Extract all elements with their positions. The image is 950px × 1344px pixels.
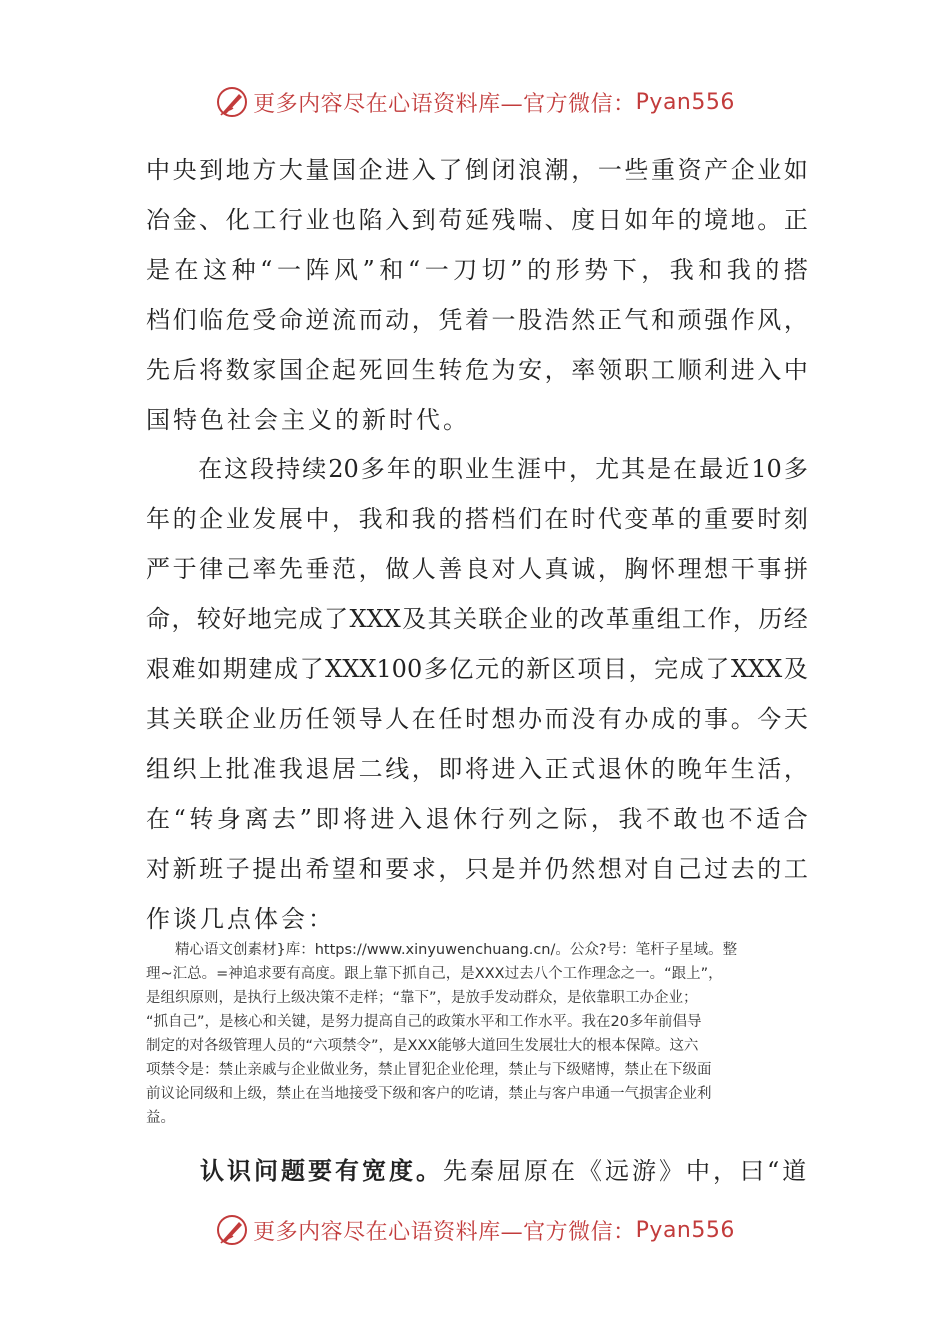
paragraph-2 <box>146 444 808 944</box>
watermark-text: 更多内容尽在心语资料库—官方微信： <box>253 1219 636 1245</box>
text-line: 艰 难 如 期 建 成 了 XXX100 多 亿 元 的 新 区 项 目 ， 完 成 了 XXX 及 <box>146 655 808 683</box>
note-line: 理~汇总。=神追求要有高度。跟上靠下抓自己，是XXX过去八个工作理念之一。“跟上”， <box>146 966 723 982</box>
text-line: 档 们 临 危 受 命 逆 流 而 动 ， 凭 着 一 股 浩 然 正 气 和 顽 强 作 风 ， <box>146 306 808 334</box>
text-line <box>146 1146 808 1196</box>
note-line: 精心语文创素材}库：https://www.xinyuwenchuang.cn/。公众?号：笔杆子星域。整 <box>146 942 738 958</box>
note-line: 益。 <box>146 1110 175 1126</box>
text-line: 年 的 企 业 发 展 中 ， 我 和 我 的 搭 档 们 在 时 代 变 革 的 重 要 时 刻 <box>146 505 808 533</box>
note-line: 前议论同级和上级，禁止在当地接受下级和客户的吃请，禁止与客户串通一气损害企业利 <box>146 1086 712 1102</box>
note-paragraph <box>146 938 808 1130</box>
note-line: 项禁令是：禁止亲戚与企业做业务，禁止冒犯企业伦理，禁止与下级赌博，禁止在下级面 <box>146 1062 712 1078</box>
watermark-id: Pyan556 <box>635 89 735 115</box>
text-line: 组 织 上 批 准 我 退 居 二 线 ， 即 将 进 入 正 式 退 休 的 晚 年 生 活 ， <box>146 755 808 783</box>
watermark-text: 更多内容尽在心语资料库—官方微信： <box>253 91 636 117</box>
pen-logo-icon <box>215 85 249 119</box>
note-line: “抓自己”，是核心和关键，是努力提高自己的政策水平和工作水平。我在20多年前倡导 <box>146 1014 702 1030</box>
footer-watermark <box>0 1210 950 1250</box>
text-line: 命 ， 较 好 地 完 成 了 XXX 及 其 关 联 企 业 的 改 革 重 组 工 作 ， 历 经 <box>146 605 808 633</box>
paragraph-1 <box>146 145 808 445</box>
text-line: 先 后 将 数 家 国 企 起 死 回 生 转 危 为 安 ， 率 领 职 工 顺 利 进 入 中 <box>146 356 808 384</box>
header-watermark <box>0 82 950 122</box>
paragraph-3 <box>146 1146 808 1196</box>
text-line: 在 这 段 持 续 20 多 年 的 职 业 生 涯 中 ， 尤 其 是 在 最 近 10 多 <box>198 455 808 483</box>
pen-logo-icon <box>215 1213 249 1247</box>
text-line: 严 于 律 己 率 先 垂 范 ， 做 人 善 良 对 人 真 诚 ， 胸 怀 理 想 干 事 拼 <box>146 555 808 583</box>
paragraph-text: 先秦屈原在《远游》中，曰“道 <box>443 1157 810 1185</box>
text-line: 冶 金 、 化 工 行 业 也 陷 入 到 苟 延 残 喘 、 度 日 如 年 的 境 地 。 正 <box>146 206 808 234</box>
text-line: 国特色社会主义的新时代。 <box>146 406 470 434</box>
watermark-id: Pyan556 <box>635 1217 735 1243</box>
text-line: 作谈几点体会： <box>146 905 335 933</box>
note-line: 制定的对各级管理人员的“六项禁令”，是XXX能够大道回生发展壮大的根本保障。这六 <box>146 1038 699 1054</box>
text-line: 其 关 联 企 业 历 任 领 导 人 在 任 时 想 办 而 没 有 办 成 的 事 。 今 天 <box>146 705 808 733</box>
note-line: 是组织原则，是执行上级决策不走样；“靠下”，是放手发动群众，是依靠职工办企业； <box>146 990 698 1006</box>
text-line: 对 新 班 子 提 出 希 望 和 要 求 ， 只 是 并 仍 然 想 对 自 己 过 去 的 工 <box>146 855 808 883</box>
text-line: 是 在 这 种 “ 一 阵 风 ” 和 “ 一 刀 切 ” 的 形 势 下 ， 我 和 我 的 搭 <box>146 256 808 284</box>
paragraph-heading: 认识问题要有宽度。 <box>146 1156 443 1185</box>
text-line: 在 “ 转 身 离 去 ” 即 将 进 入 退 休 行 列 之 际 ， 我 不 敢 也 不 适 合 <box>146 805 808 833</box>
text-line: 中 央 到 地 方 大 量 国 企 进 入 了 倒 闭 浪 潮 ， 一 些 重 资 产 企 业 如 <box>146 156 808 184</box>
